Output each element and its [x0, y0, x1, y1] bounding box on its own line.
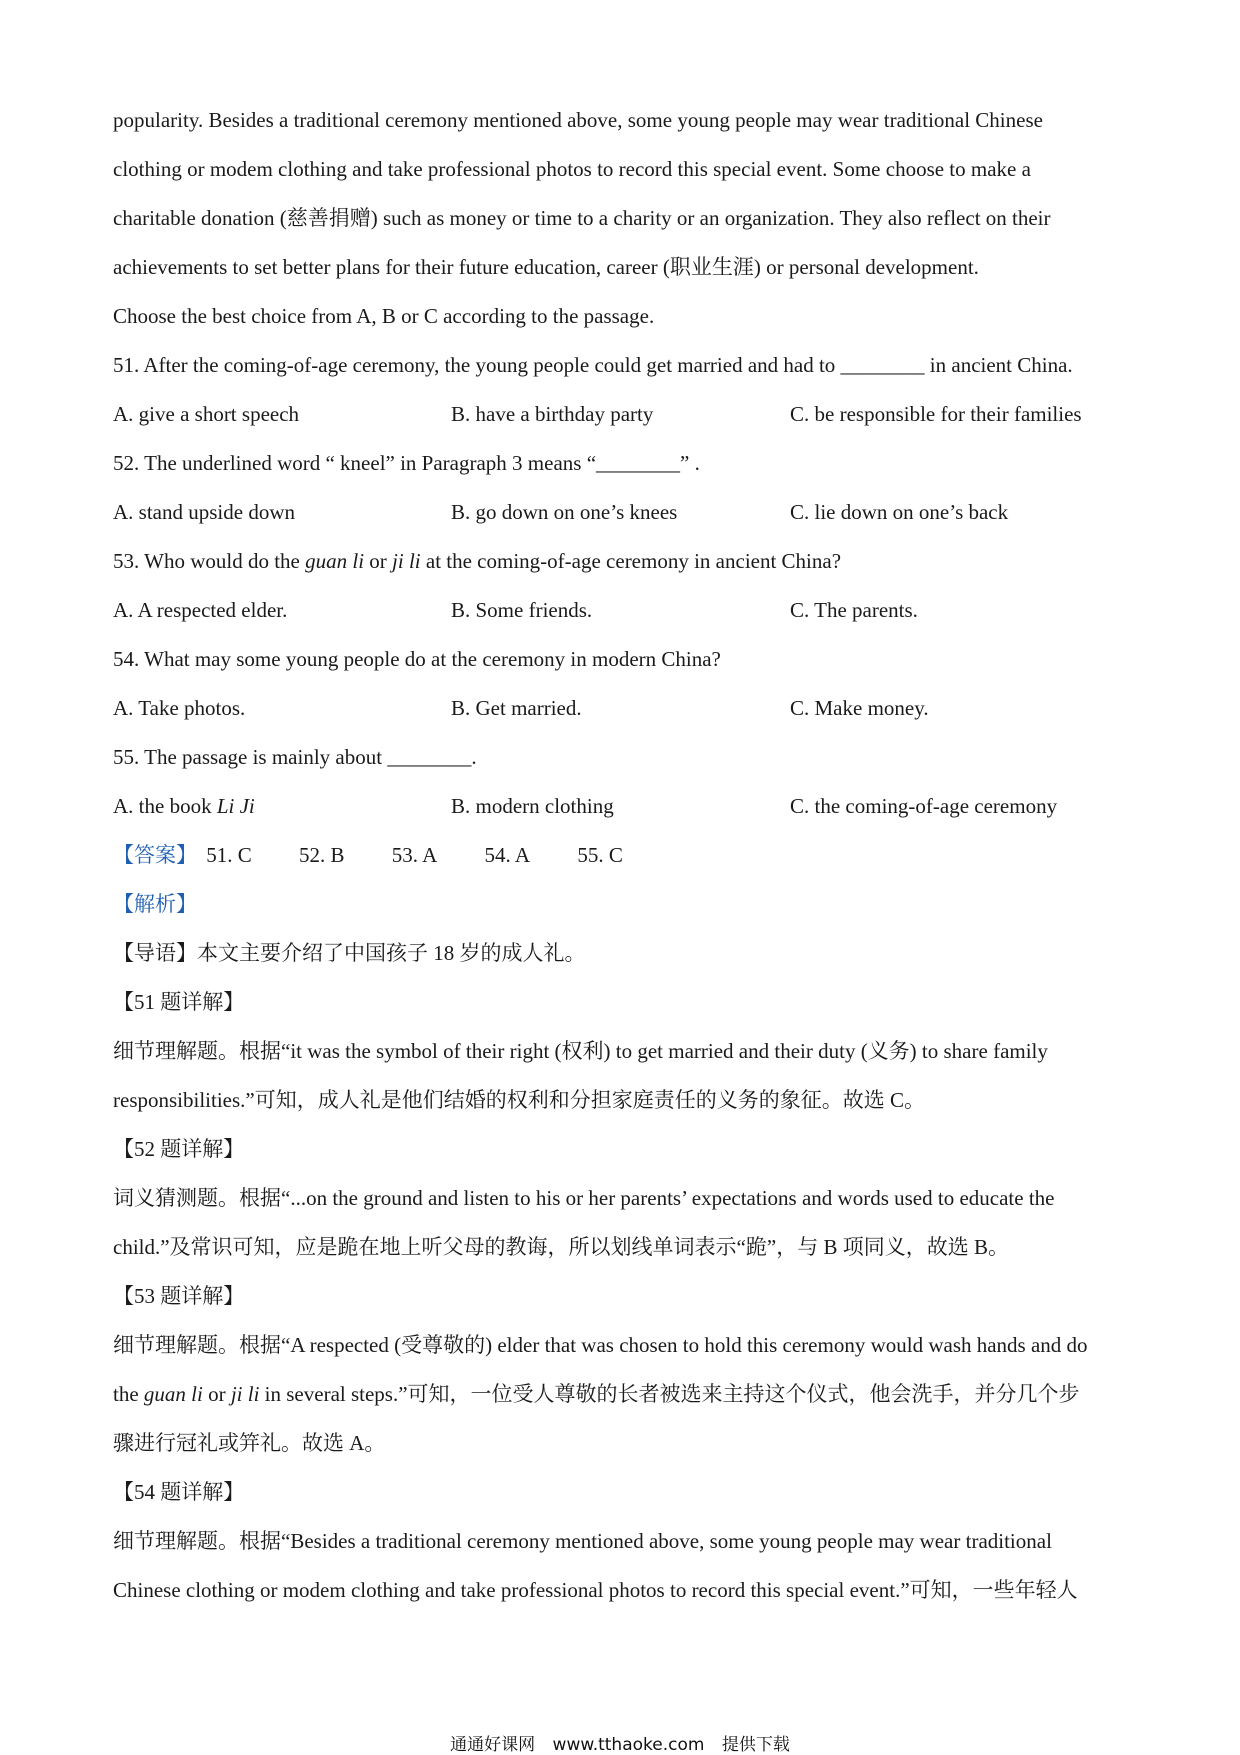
detail-text: or — [202, 1382, 231, 1406]
question-text: at the coming-of-age ceremony in ancient China? — [420, 549, 842, 573]
detail-line — [113, 1370, 1133, 1419]
option-c: C. The parents. — [790, 598, 918, 622]
answer-item: 52. B — [299, 843, 345, 867]
options-51 — [113, 390, 1133, 439]
detail-text: the — [113, 1382, 144, 1406]
detail-line: 骤进行冠礼或笄礼。故选 A。 — [113, 1431, 386, 1455]
option-c: C. Make money. — [790, 696, 929, 720]
option-b: B. Some friends. — [451, 598, 593, 622]
option-c: C. lie down on one’s back — [790, 500, 1009, 524]
detail-line: child.”及常识可知，应是跪在地上听父母的教诲，所以划线单词表示“跪”，与 B 项同义，故选 B。 — [113, 1235, 1009, 1259]
option-a: A. give a short speech — [113, 402, 300, 426]
detail-line: 细节理解题。根据“A respected (受尊敬的) elder that was chosen to hold this ceremony would wash hands and do — [113, 1333, 1088, 1357]
options-54 — [113, 684, 1133, 733]
option-a: A. stand upside down — [113, 500, 295, 524]
answer-key — [113, 831, 1133, 880]
options-52 — [113, 488, 1133, 537]
answer-label: 【答案】 — [113, 843, 197, 867]
detail-heading-51: 【51 题详解】 — [113, 990, 245, 1014]
question-text: or — [364, 549, 393, 573]
options-55 — [113, 782, 1133, 831]
detail-line: 词义猜测题。根据“...on the ground and listen to his or her parents’ expectations and words used to educate the — [113, 1186, 1055, 1210]
detail-text: in several steps.”可知，一位受人尊敬的长者被选来主持这个仪式，他会洗手，并分几个步 — [259, 1382, 1080, 1406]
term-ji-li: ji li — [230, 1382, 260, 1406]
option-b: B. Get married. — [451, 696, 582, 720]
detail-line: 细节理解题。根据“Besides a traditional ceremony mentioned above, some young people may wear traditional — [113, 1529, 1052, 1553]
term-guan-li: guan li — [305, 549, 365, 573]
detail-line: 细节理解题。根据“it was the symbol of their right (权利) to get married and their duty (义务) to share family — [113, 1039, 1048, 1063]
question-52: 52. The underlined word “ kneel” in Paragraph 3 means “________” . — [113, 451, 700, 475]
passage-line: charitable donation (慈善捐赠) such as money or time to a charity or an organization. They also reflect on their — [113, 206, 1051, 230]
term-guan-li: guan li — [143, 1382, 203, 1406]
option-b: B. have a birthday party — [451, 402, 654, 426]
detail-heading-54: 【54 题详解】 — [113, 1480, 245, 1504]
page-footer — [0, 1730, 1240, 1755]
footer-site-name: 通通好课网 — [450, 1735, 536, 1755]
option-a-text: A. the book — [113, 794, 217, 818]
passage-line: clothing or modem clothing and take professional photos to record this special event. Some choose to make a — [113, 157, 1031, 181]
detail-heading-52: 【52 题详解】 — [113, 1137, 245, 1161]
passage-line: popularity. Besides a traditional ceremony mentioned above, some young people may wear traditional Chinese — [113, 108, 1043, 132]
detail-line: responsibilities.”可知，成人礼是他们结婚的权利和分担家庭责任的义务的象征。故选 C。 — [113, 1088, 925, 1112]
question-text: 53. Who would do the — [113, 549, 306, 573]
page-content — [113, 96, 1133, 1615]
answer-item: 51. C — [206, 843, 252, 867]
detail-heading-53: 【53 题详解】 — [113, 1284, 245, 1308]
question-53 — [113, 537, 1133, 586]
answer-item: 53. A — [391, 843, 438, 867]
analysis-label: 【解析】 — [113, 892, 197, 916]
detail-line: Chinese clothing or modem clothing and take professional photos to record this special event.”可知，一些年轻人 — [113, 1578, 1078, 1602]
option-a: A. Take photos. — [113, 696, 246, 720]
footer-note: 提供下载 — [721, 1735, 790, 1755]
option-c: C. the coming-of-age ceremony — [790, 794, 1058, 818]
book-title: Li Ji — [216, 794, 255, 818]
option-a — [113, 782, 451, 831]
question-51: 51. After the coming-of-age ceremony, the young people could get married and had to ________ in ancient China. — [113, 353, 1073, 377]
passage-line: achievements to set better plans for their future education, career (职业生涯) or personal development. — [113, 255, 979, 279]
options-53 — [113, 586, 1133, 635]
answer-item: 55. C — [577, 843, 623, 867]
option-b: B. go down on one’s knees — [451, 500, 678, 524]
option-a: A. A respected elder. — [113, 598, 288, 622]
answer-item: 54. A — [484, 843, 531, 867]
option-c: C. be responsible for their families — [790, 402, 1082, 426]
guide-text: 【导语】本文主要介绍了中国孩子 18 岁的成人礼。 — [113, 941, 586, 965]
question-54: 54. What may some young people do at the ceremony in modern China? — [113, 647, 721, 671]
instruction: Choose the best choice from A, B or C according to the passage. — [113, 304, 655, 328]
footer-url[interactable]: www.tthaoke.com — [552, 1735, 705, 1755]
term-ji-li: ji li — [392, 549, 421, 573]
option-b: B. modern clothing — [451, 794, 614, 818]
question-55: 55. The passage is mainly about ________. — [113, 745, 477, 769]
